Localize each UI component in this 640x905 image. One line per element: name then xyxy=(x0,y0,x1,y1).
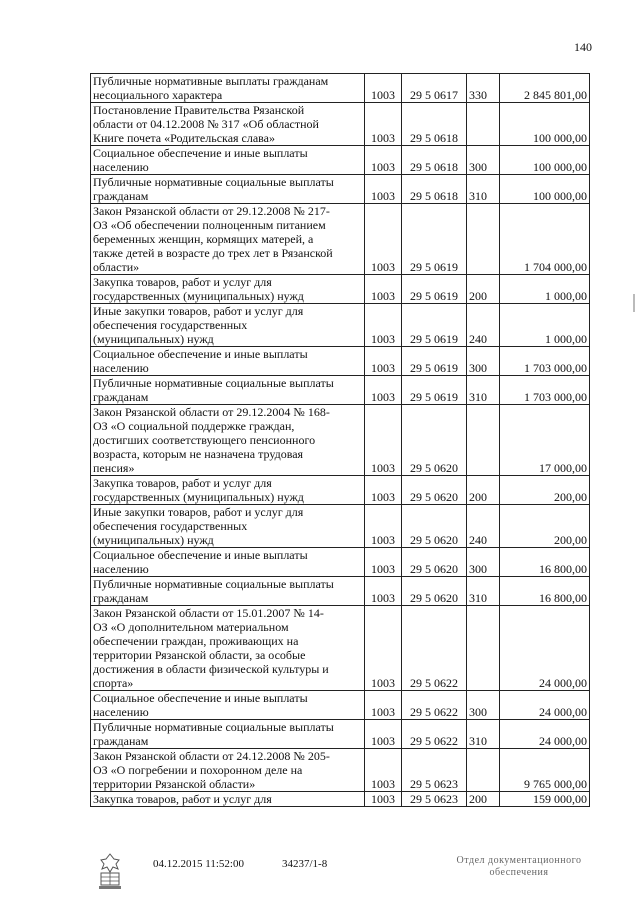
row-expense-kind xyxy=(467,103,500,146)
table-row xyxy=(91,691,590,720)
row-section-code xyxy=(365,691,402,720)
scan-edge-mark xyxy=(633,294,635,312)
row-name xyxy=(91,204,365,275)
row-name-text: Закон Рязанской области от 24.12.2008 № 205- ОЗ «О погребении и похоронном деле на территории Рязанской области» xyxy=(93,749,330,791)
row-section-code-text: 1003 xyxy=(371,461,395,475)
row-expense-kind xyxy=(467,204,500,275)
row-article-code xyxy=(402,103,467,146)
row-expense-kind-text: 200 xyxy=(469,289,487,303)
table-row xyxy=(91,204,590,275)
row-name-text: Социальное обеспечение и иные выплаты населению xyxy=(93,146,308,174)
table-row xyxy=(91,103,590,146)
row-article-code xyxy=(402,74,467,103)
row-section-code xyxy=(365,749,402,792)
row-section-code-text: 1003 xyxy=(371,676,395,690)
row-article-code-text: 29 5 0622 xyxy=(410,705,458,719)
table-row xyxy=(91,405,590,476)
row-name xyxy=(91,304,365,347)
row-name-text: Социальное обеспечение и иные выплаты населению xyxy=(93,548,308,576)
row-amount xyxy=(500,74,590,103)
table-row xyxy=(91,476,590,505)
row-name xyxy=(91,548,365,577)
row-section-code xyxy=(365,606,402,691)
row-expense-kind xyxy=(467,720,500,749)
row-name xyxy=(91,476,365,505)
row-name xyxy=(91,405,365,476)
row-expense-kind xyxy=(467,175,500,204)
row-expense-kind-text: 310 xyxy=(469,189,487,203)
row-amount-text: 17 000,00 xyxy=(539,461,587,475)
row-section-code-text: 1003 xyxy=(371,332,395,346)
row-section-code xyxy=(365,103,402,146)
row-amount xyxy=(500,606,590,691)
row-name xyxy=(91,720,365,749)
row-amount-text: 24 000,00 xyxy=(539,705,587,719)
row-amount xyxy=(500,548,590,577)
row-article-code-text: 29 5 0619 xyxy=(410,289,458,303)
row-section-code-text: 1003 xyxy=(371,160,395,174)
row-amount xyxy=(500,204,590,275)
row-amount xyxy=(500,146,590,175)
row-amount-text: 100 000,00 xyxy=(533,160,587,174)
row-section-code xyxy=(365,720,402,749)
budget-table-body xyxy=(91,74,590,807)
row-section-code xyxy=(365,275,402,304)
row-article-code xyxy=(402,606,467,691)
coat-of-arms-icon xyxy=(95,851,125,891)
row-article-code-text: 29 5 0623 xyxy=(410,777,458,791)
row-article-code xyxy=(402,405,467,476)
row-expense-kind-text: 300 xyxy=(469,361,487,375)
row-name-text: Закупка товаров, работ и услуг для государственных (муниципальных) нужд xyxy=(93,275,304,303)
row-amount-text: 16 800,00 xyxy=(539,562,587,576)
row-name-text: Закон Рязанской области от 29.12.2008 № 217- ОЗ «Об обеспечении полноценным питанием беременных женщин, кормящих матерей, а также детей в возрасте до трех лет в Рязанской области» xyxy=(93,204,333,274)
table-row xyxy=(91,577,590,606)
table-row xyxy=(91,304,590,347)
row-amount-text: 159 000,00 xyxy=(533,792,587,806)
row-amount-text: 100 000,00 xyxy=(533,189,587,203)
row-expense-kind-text: 310 xyxy=(469,734,487,748)
row-expense-kind xyxy=(467,405,500,476)
row-expense-kind xyxy=(467,476,500,505)
row-amount-text: 9 765 000,00 xyxy=(524,777,587,791)
row-expense-kind-text: 310 xyxy=(469,390,487,404)
row-name-text: Иные закупки товаров, работ и услуг для обеспечения государственных (муниципальных) нужд xyxy=(93,505,304,547)
row-article-code xyxy=(402,476,467,505)
row-expense-kind xyxy=(467,792,500,807)
row-amount xyxy=(500,505,590,548)
row-article-code-text: 29 5 0622 xyxy=(410,734,458,748)
row-amount-text: 1 000,00 xyxy=(545,332,587,346)
row-name-text: Закон Рязанской области от 15.01.2007 № 14- ОЗ «О дополнительном материальном обеспечении граждан, проживающих на территории Рязанской области, за особые достижения в области физической культуры и спорта» xyxy=(93,606,329,690)
row-section-code-text: 1003 xyxy=(371,131,395,145)
row-section-code-text: 1003 xyxy=(371,734,395,748)
row-amount xyxy=(500,376,590,405)
row-name-text: Публичные нормативные социальные выплаты гражданам xyxy=(93,720,334,748)
row-article-code xyxy=(402,577,467,606)
row-section-code-text: 1003 xyxy=(371,289,395,303)
row-section-code-text: 1003 xyxy=(371,591,395,605)
row-expense-kind-text: 300 xyxy=(469,160,487,174)
row-name-text: Иные закупки товаров, работ и услуг для обеспечения государственных (муниципальных) нужд xyxy=(93,304,304,346)
row-name-text: Постановление Правительства Рязанской области от 04.12.2008 № 317 «Об областной Книге почета «Родительская слава» xyxy=(93,103,319,145)
row-article-code-text: 29 5 0619 xyxy=(410,260,458,274)
table-row xyxy=(91,275,590,304)
row-expense-kind xyxy=(467,577,500,606)
row-amount xyxy=(500,304,590,347)
row-section-code xyxy=(365,74,402,103)
row-article-code xyxy=(402,720,467,749)
table-row xyxy=(91,376,590,405)
row-article-code-text: 29 5 0620 xyxy=(410,533,458,547)
row-amount xyxy=(500,103,590,146)
row-section-code-text: 1003 xyxy=(371,88,395,102)
row-expense-kind xyxy=(467,146,500,175)
row-section-code xyxy=(365,376,402,405)
row-article-code xyxy=(402,376,467,405)
row-section-code-text: 1003 xyxy=(371,705,395,719)
row-article-code xyxy=(402,175,467,204)
footer-timestamp: 04.12.2015 11:52:00 xyxy=(153,858,244,870)
row-expense-kind xyxy=(467,691,500,720)
row-name-text: Закупка товаров, работ и услуг для xyxy=(93,792,272,806)
row-section-code xyxy=(365,792,402,807)
row-expense-kind xyxy=(467,606,500,691)
row-amount-text: 24 000,00 xyxy=(539,676,587,690)
row-expense-kind xyxy=(467,505,500,548)
row-section-code xyxy=(365,146,402,175)
row-name xyxy=(91,74,365,103)
row-article-code-text: 29 5 0619 xyxy=(410,361,458,375)
row-section-code-text: 1003 xyxy=(371,189,395,203)
row-expense-kind-text: 200 xyxy=(469,490,487,504)
row-amount-text: 200,00 xyxy=(554,490,587,504)
table-row xyxy=(91,74,590,103)
row-name xyxy=(91,505,365,548)
row-name-text: Публичные нормативные социальные выплаты гражданам xyxy=(93,577,334,605)
row-section-code-text: 1003 xyxy=(371,361,395,375)
row-expense-kind-text: 300 xyxy=(469,705,487,719)
row-expense-kind xyxy=(467,275,500,304)
row-section-code xyxy=(365,347,402,376)
row-name xyxy=(91,175,365,204)
row-name xyxy=(91,792,365,807)
row-amount-text: 2 845 801,00 xyxy=(524,88,587,102)
row-name xyxy=(91,376,365,405)
row-name xyxy=(91,577,365,606)
row-article-code xyxy=(402,749,467,792)
row-article-code xyxy=(402,548,467,577)
row-article-code-text: 29 5 0620 xyxy=(410,562,458,576)
row-article-code xyxy=(402,792,467,807)
row-name xyxy=(91,146,365,175)
row-article-code-text: 29 5 0620 xyxy=(410,591,458,605)
row-section-code-text: 1003 xyxy=(371,390,395,404)
row-expense-kind-text: 200 xyxy=(469,792,487,806)
row-name xyxy=(91,275,365,304)
row-amount xyxy=(500,691,590,720)
row-amount-text: 200,00 xyxy=(554,533,587,547)
row-article-code-text: 29 5 0620 xyxy=(410,461,458,475)
footer-doc-number: 34237/1-8 xyxy=(282,858,328,870)
footer-department: Отдел документационного обеспечения xyxy=(456,855,582,878)
row-amount xyxy=(500,720,590,749)
row-section-code xyxy=(365,476,402,505)
row-section-code-text: 1003 xyxy=(371,533,395,547)
row-section-code xyxy=(365,505,402,548)
row-expense-kind xyxy=(467,749,500,792)
table-row xyxy=(91,548,590,577)
row-article-code-text: 29 5 0619 xyxy=(410,390,458,404)
table-row xyxy=(91,606,590,691)
row-section-code xyxy=(365,204,402,275)
row-article-code xyxy=(402,146,467,175)
table-row xyxy=(91,146,590,175)
row-name-text: Закупка товаров, работ и услуг для государственных (муниципальных) нужд xyxy=(93,476,304,504)
row-amount-text: 1 703 000,00 xyxy=(524,361,587,375)
row-amount-text: 1 703 000,00 xyxy=(524,390,587,404)
row-name-text: Социальное обеспечение и иные выплаты населению xyxy=(93,691,308,719)
row-amount xyxy=(500,405,590,476)
row-name-text: Публичные нормативные социальные выплаты гражданам xyxy=(93,175,334,203)
row-name-text: Социальное обеспечение и иные выплаты населению xyxy=(93,347,308,375)
row-amount-text: 24 000,00 xyxy=(539,734,587,748)
row-expense-kind-text: 240 xyxy=(469,533,487,547)
row-section-code-text: 1003 xyxy=(371,562,395,576)
row-expense-kind-text: 310 xyxy=(469,591,487,605)
row-article-code xyxy=(402,505,467,548)
row-amount xyxy=(500,792,590,807)
row-expense-kind xyxy=(467,304,500,347)
row-article-code-text: 29 5 0618 xyxy=(410,189,458,203)
table-row xyxy=(91,175,590,204)
table-row xyxy=(91,749,590,792)
row-expense-kind xyxy=(467,347,500,376)
row-expense-kind xyxy=(467,376,500,405)
row-amount xyxy=(500,476,590,505)
row-expense-kind-text: 330 xyxy=(469,88,487,102)
table-row xyxy=(91,792,590,807)
row-article-code xyxy=(402,347,467,376)
row-article-code-text: 29 5 0619 xyxy=(410,332,458,346)
row-section-code xyxy=(365,304,402,347)
row-article-code-text: 29 5 0618 xyxy=(410,160,458,174)
row-section-code xyxy=(365,175,402,204)
row-expense-kind-text: 240 xyxy=(469,332,487,346)
row-expense-kind-text: 300 xyxy=(469,562,487,576)
row-name-text: Публичные нормативные социальные выплаты гражданам xyxy=(93,376,334,404)
row-section-code xyxy=(365,548,402,577)
row-article-code-text: 29 5 0623 xyxy=(410,792,458,806)
row-amount xyxy=(500,175,590,204)
row-amount xyxy=(500,577,590,606)
row-amount xyxy=(500,347,590,376)
row-name xyxy=(91,606,365,691)
row-section-code xyxy=(365,577,402,606)
row-article-code-text: 29 5 0622 xyxy=(410,676,458,690)
row-section-code-text: 1003 xyxy=(371,490,395,504)
table-row xyxy=(91,505,590,548)
row-amount-text: 16 800,00 xyxy=(539,591,587,605)
row-amount xyxy=(500,275,590,304)
row-article-code xyxy=(402,204,467,275)
row-section-code xyxy=(365,405,402,476)
row-section-code-text: 1003 xyxy=(371,260,395,274)
row-article-code xyxy=(402,304,467,347)
page-number: 140 xyxy=(574,40,592,54)
table-row xyxy=(91,720,590,749)
row-amount xyxy=(500,749,590,792)
row-section-code-text: 1003 xyxy=(371,792,395,806)
budget-table xyxy=(90,73,590,807)
row-amount-text: 1 704 000,00 xyxy=(524,260,587,274)
row-article-code-text: 29 5 0618 xyxy=(410,131,458,145)
row-article-code-text: 29 5 0617 xyxy=(410,88,458,102)
row-article-code xyxy=(402,691,467,720)
row-expense-kind xyxy=(467,74,500,103)
row-name-text: Публичные нормативные выплаты гражданам несоциального характера xyxy=(93,74,329,102)
row-expense-kind xyxy=(467,548,500,577)
row-article-code-text: 29 5 0620 xyxy=(410,490,458,504)
row-article-code xyxy=(402,275,467,304)
row-name xyxy=(91,347,365,376)
row-amount-text: 1 000,00 xyxy=(545,289,587,303)
row-name xyxy=(91,749,365,792)
row-name xyxy=(91,691,365,720)
row-name xyxy=(91,103,365,146)
row-section-code-text: 1003 xyxy=(371,777,395,791)
row-name-text: Закон Рязанской области от 29.12.2004 № 168- ОЗ «О социальной поддержке граждан, достигших соответствующего пенсионного возраста, которым не назначена трудовая пенсия» xyxy=(93,405,330,475)
row-amount-text: 100 000,00 xyxy=(533,131,587,145)
table-row xyxy=(91,347,590,376)
